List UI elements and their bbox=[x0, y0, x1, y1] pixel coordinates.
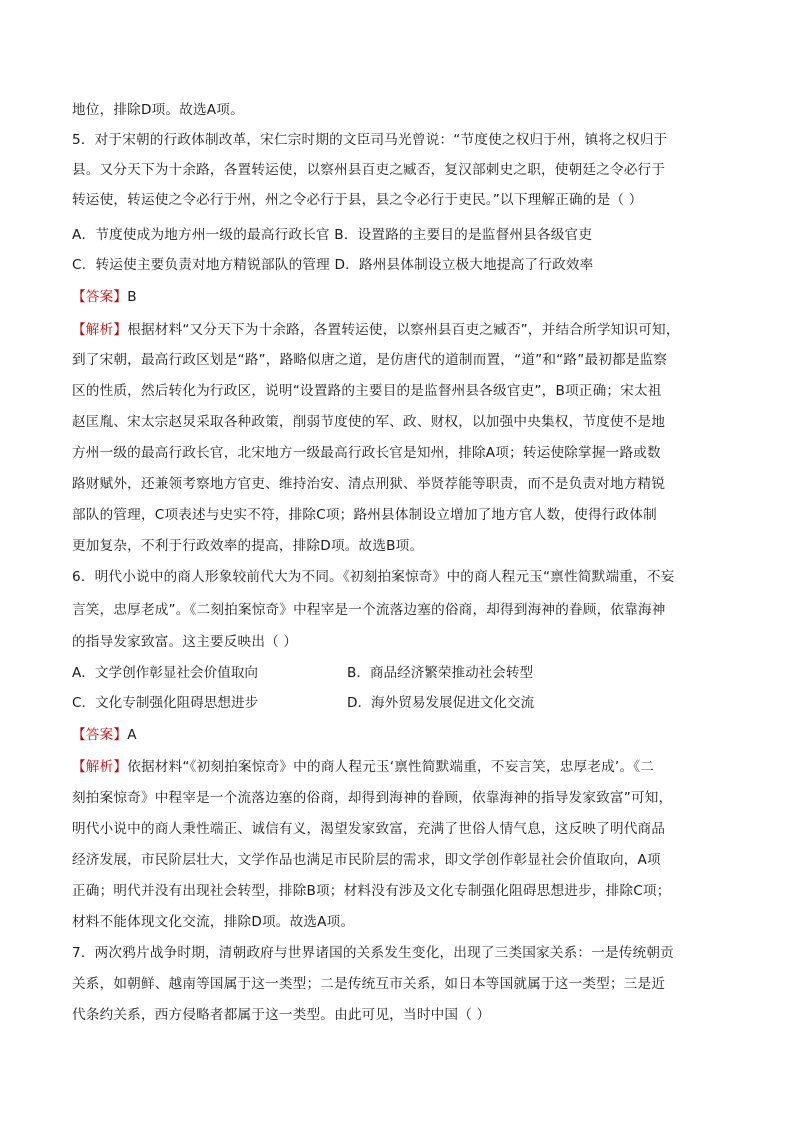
q5-analysis-line: 到了宋朝，最高行政区划是“路”，路略似唐之道，是仿唐代的道制而置，“道”和“路”最初都是监察 bbox=[72, 352, 668, 368]
q5-answer bbox=[72, 287, 722, 307]
q5-options-row: A．节度使成为地方州一级的最高行政长官 B．设置路的主要目的是监督州县各级官吏 bbox=[72, 227, 593, 243]
q6-stem-line: 6．明代小说中的商人形象较前代大为不同。《初刻拍案惊奇》中的商人程元玉“禀性简默端重，不妄 bbox=[72, 569, 675, 585]
analysis-text: 根据材料“又分天下为十余路，各置转运使，以察州县百吏之臧否”，并结合所学知识可知， bbox=[127, 322, 680, 338]
q5-stem-line: 5．对于宋朝的行政体制改革，宋仁宗时期的文臣司马光曾说：“节度使之权归于州，镇将之权归于 bbox=[72, 132, 668, 148]
answer-value: B bbox=[127, 289, 137, 305]
q6-analysis-line: 正确；明代并没有出现社会转型，排除B项；材料没有涉及文化专制强化阻碍思想进步，排除C项； bbox=[72, 883, 671, 899]
answer-value: A bbox=[127, 727, 137, 743]
text-line: 地位，排除D项。故选A项。 bbox=[72, 102, 244, 118]
q5-analysis-line bbox=[72, 320, 722, 340]
q5-analysis-line: 路财赋外，还兼领考察地方官吏、维持治安、清点刑狱、举贤荐能等职责，而不是负责对地方精锐 bbox=[72, 476, 666, 492]
q6-option-d: D．海外贸易发展促进文化交流 bbox=[347, 695, 535, 711]
q6-analysis-line: 经济发展，市民阶层壮大，文学作品也满足市民阶层的需求，即文学创作彰显社会价值取向，A项 bbox=[72, 852, 661, 868]
q6-option-b: B．商品经济繁荣推动社会转型 bbox=[347, 665, 534, 681]
q6-analysis-line: 刻拍案惊奇》中程宰是一个流落边塞的俗商，却得到海神的眷顾，依靠海神的指导发家致富”可知， bbox=[72, 790, 673, 806]
q6-stem-line: 的指导发家致富。这主要反映出（ ） bbox=[72, 634, 298, 650]
answer-tag: 【答案】 bbox=[72, 727, 128, 743]
q5-stem-line: 转运使，转运使之令必行于州，州之令必行于县，县之令必行于吏民。”以下理解正确的是（ ） bbox=[72, 192, 643, 208]
q6-analysis-line: 明代小说中的商人秉性端正、诚信有义，渴望发家致富，充满了世俗人情气息，这反映了明代商品 bbox=[72, 821, 666, 837]
analysis-tag: 【解析】 bbox=[72, 759, 128, 775]
q6-analysis-line: 材料不能体现文化交流，排除D项。故选A项。 bbox=[72, 914, 355, 930]
q5-analysis-line: 赵匡胤、宋太宗赵炅采取各种政策，削弱节度使的军、政、财权，以加强中央集权，节度使不是地 bbox=[72, 414, 666, 430]
q6-analysis-line bbox=[72, 757, 722, 777]
answer-tag: 【答案】 bbox=[72, 289, 128, 305]
q6-answer bbox=[72, 725, 722, 745]
q6-stem-line: 言笑，忠厚老成”。《二刻拍案惊奇》中程宰是一个流落边塞的俗商，却得到海神的眷顾，依靠海神 bbox=[72, 602, 666, 618]
q7-stem-line: 关系，如朝鲜、越南等国属于这一类型；二是传统互市关系，如日本等国就属于这一类型；三是近 bbox=[72, 976, 666, 992]
q6-option-c: C．文化专制强化阻碍思想进步 bbox=[72, 695, 259, 711]
q5-analysis-line: 更加复杂，不利于行政效率的提高，排除D项。故选B项。 bbox=[72, 538, 424, 554]
analysis-tag: 【解析】 bbox=[72, 322, 128, 338]
q5-analysis-line: 区的性质，然后转化为行政区，说明“设置路的主要目的是监督州县各级官吏”，B项正确；宋太祖 bbox=[72, 383, 662, 399]
q5-analysis-line: 方州一级的最高行政长官，北宋地方一级最高行政长官是知州，排除A项；转运使除掌握一路或数 bbox=[72, 445, 661, 461]
q6-option-a: A．文学创作彰显社会价值取向 bbox=[72, 665, 259, 681]
q5-stem-line: 县。又分天下为十余路，各置转运使，以察州县百吏之臧否，复汉部刺史之职，使朝廷之令必行于 bbox=[72, 162, 666, 178]
q5-analysis-line: 部队的管理，C项表述与史实不符，排除C项；路州县体制设立增加了地方官人数，使得行政体制 bbox=[72, 507, 657, 523]
q7-stem-line: 代条约关系，西方侵略者都属于这一类型。由此可见，当时中国（ ） bbox=[72, 1007, 491, 1023]
q7-stem-line: 7．两次鸦片战争时期，清朝政府与世界诸国的关系发生变化，出现了三类国家关系：一是传统朝贡 bbox=[72, 945, 674, 961]
q5-options-row: C．转运使主要负责对地方精锐部队的管理 D．路州县体制设立极大地提高了行政效率 bbox=[72, 257, 594, 273]
analysis-text: 依据材料“《初刻拍案惊奇》中的商人程元玉‘禀性简默端重，不妄言笑，忠厚老成’。《二 bbox=[127, 759, 655, 775]
